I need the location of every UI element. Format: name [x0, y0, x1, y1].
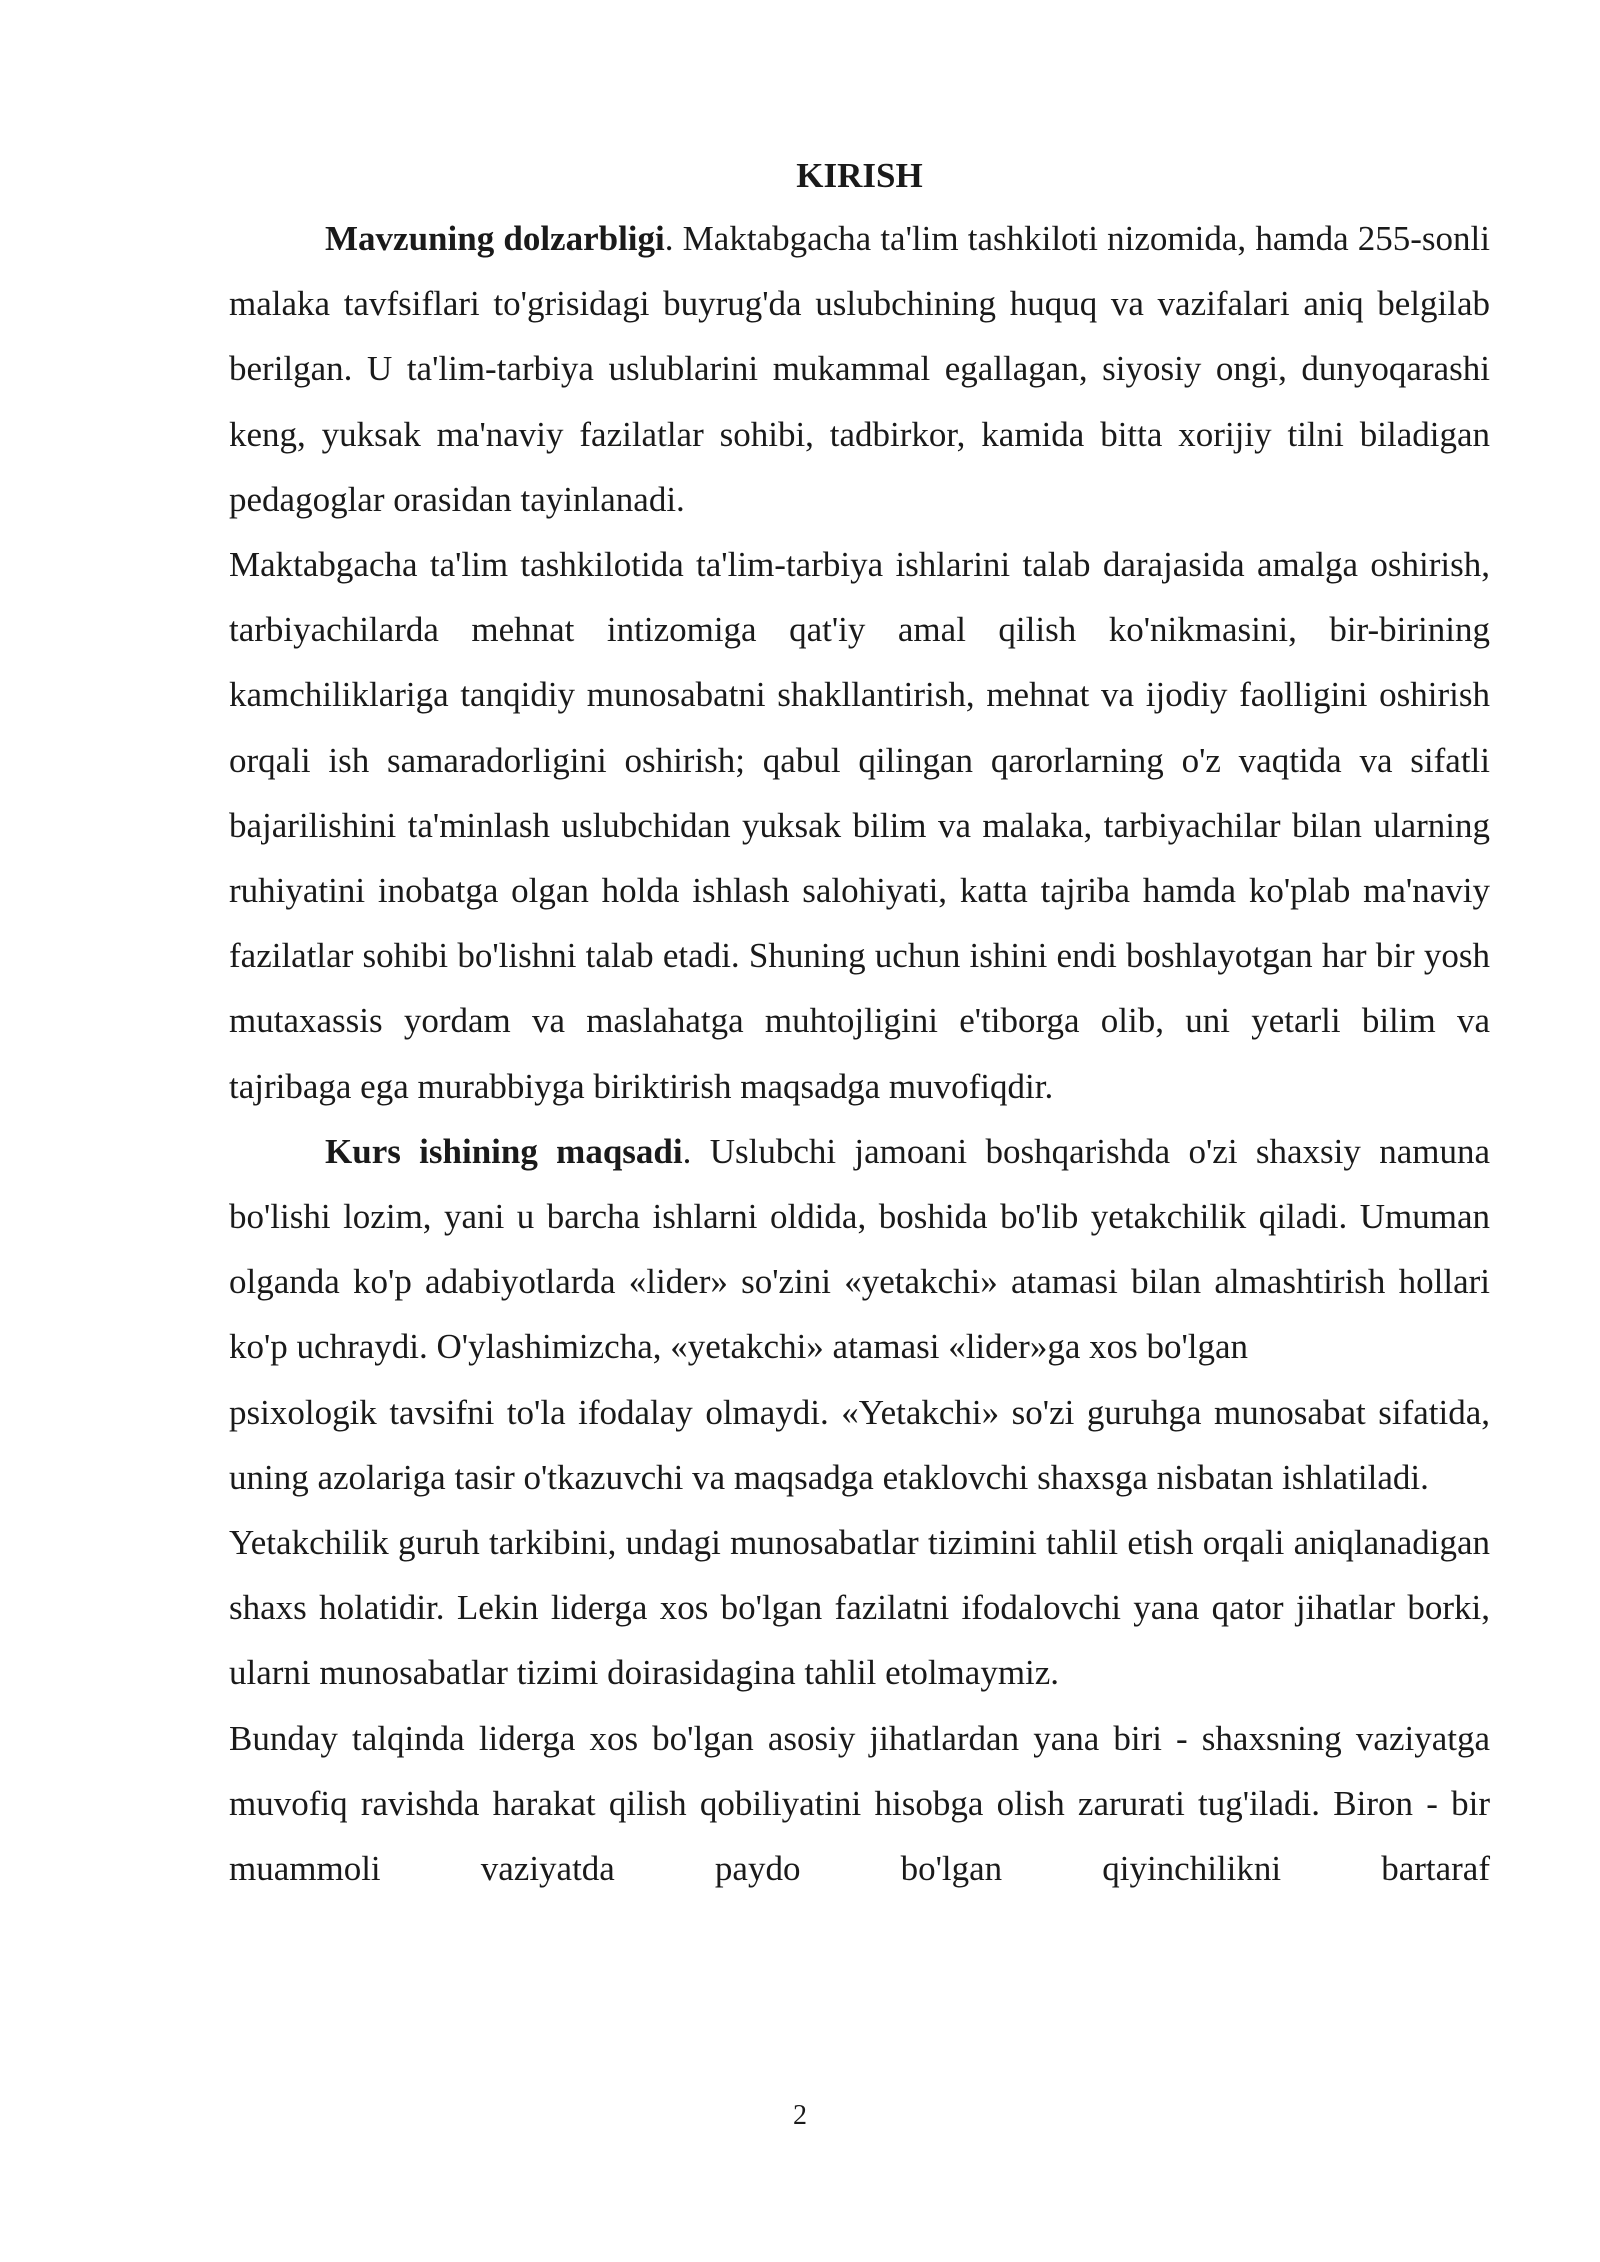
paragraph-text: . Maktabgacha ta'lim tashkiloti nizomida, hamda 255-sonli malaka tavfsiflari to'grisidagi buyrug'da uslubchining huquq va vazifalari aniq belgilab berilgan. U ta'lim-tarbiya uslublarini mukammal egallagan, siyosiy ongi, dunyoqarashi keng, yuksak ma'naviy fazilatlar sohibi, tadbirkor, kamida bitta xorijiy tilni biladigan pedagoglar orasidan tayinlanadi.	[229, 219, 1490, 519]
document-body	[229, 146, 1490, 1901]
paragraph-lead: Kurs ishining maqsadi	[325, 1131, 683, 1171]
paragraph-lead: Mavzuning dolzarbligi	[325, 219, 665, 258]
paragraph-body: psixologik tavsifni to'la ifodalay olmaydi. «Yetakchi» so'zi guruhga munosabat sifatida, uning azolariga tasir o'tkazuvchi va maqsadga etaklovchi shaxsga nisbatan ishlatiladi.	[229, 1392, 1490, 1497]
paragraph-goal	[229, 1119, 1490, 1380]
paragraph-body: Yetakchilik guruh tarkibini, undagi munosabatlar tizimini tahlil etish orqali aniqlanadigan shaxs holatidir. Lekin liderga xos bo'lgan fazilatni ifodalovchi yana qator jihatlar borki, ularni munosabatlar tizimi doirasidagina tahlil etolmaymiz.	[229, 1523, 1490, 1693]
paragraph-body: Maktabgacha ta'lim tashkilotida ta'lim-tarbiya ishlarini talab darajasida amalga oshirish, tarbiyachilarda mehnat intizomiga qat'iy amal qilish ko'nikmasini, bir-birining kamchiliklariga tanqidiy munosabatni shakllantirish, mehnat va ijodiy faolligini oshirish orqali ish samaradorligini oshirish; qabul qilingan qarorlarning o'z vaqtida va sifatli bajarilishini ta'minlash uslubchidan yuksak bilim va malaka, tarbiyachilar bilan ularning ruhiyatini inobatga olgan holda ishlash salohiyati, katta tajriba hamda ko'plab ma'naviy fazilatlar sohibi bo'lishni talab etadi. Shuning uchun ishini endi boshlayotgan har bir yosh mutaxassis yordam va maslahatga muhtojligini e'tiborga olib, uni yetarli bilim va tajribaga ega murabbiyga biriktirish maqsadga muvofiqdir.	[229, 545, 1490, 1106]
paragraph-text: . Uslubchi jamoani boshqarishda o'zi shaxsiy namuna bo'lishi lozim, yani u barcha ishlarni oldida, boshida bo'lib yetakchilik qiladi. Umuman olganda ko'p adabiyotlarda «lider» so'zini «yetakchi» atamasi bilan almashtirish hollari ko'p uchraydi. O'ylashimizcha, «yetakchi» atamasi «lider»ga xos bo'lgan	[229, 1131, 1491, 1367]
page-number: 2	[793, 2100, 807, 2131]
paragraph-relevance	[229, 206, 1490, 532]
paragraph-body: Bunday talqinda liderga xos bo'lgan asosiy jihatlardan yana biri - shaxsning vaziyatga muvofiq ravishda harakat qilish qobiliyatini hisobga olish zarurati tug'iladi. Biron - bir muammoli vaziyatda paydo bo'lgan qiyinchilikni bartaraf	[229, 1718, 1490, 1889]
page-title: KIRISH	[796, 156, 923, 195]
